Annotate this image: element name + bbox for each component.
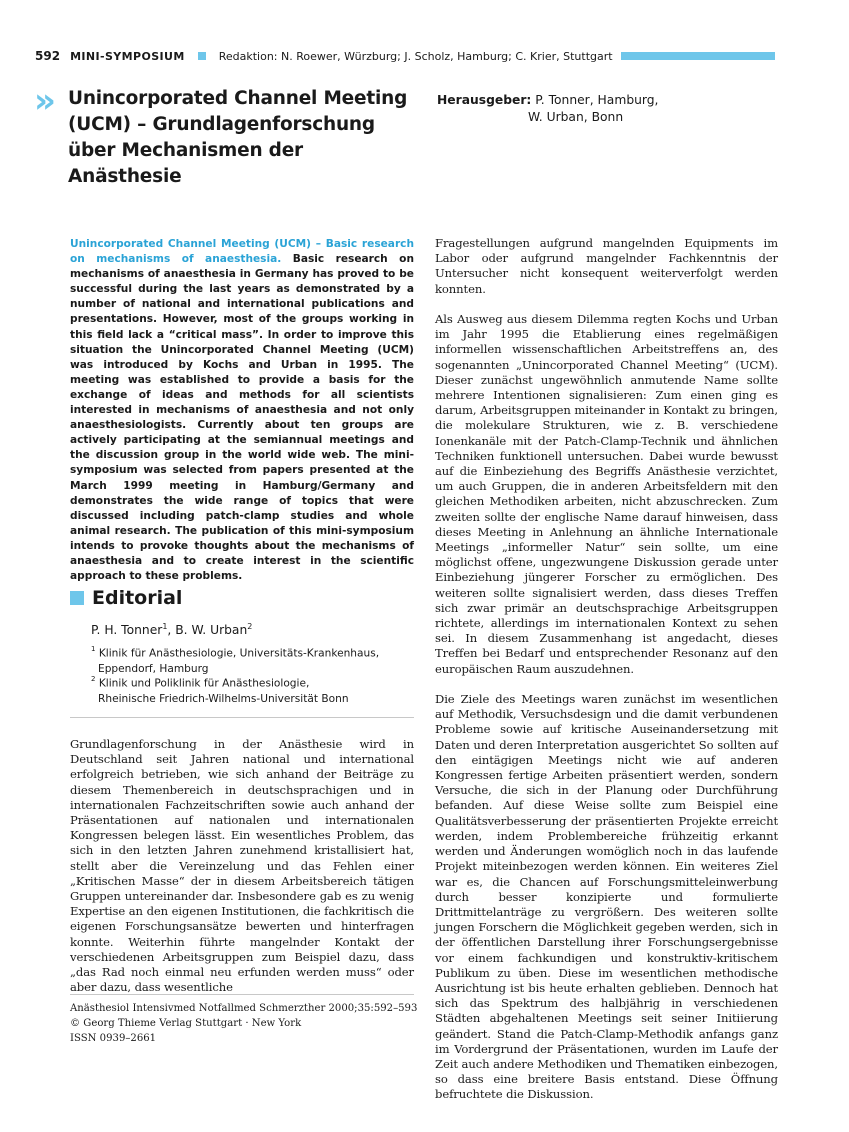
chevron-icon: » [34, 81, 50, 121]
abstract-text: Basic research on mechanisms of anaesthesia in Germany has proved to be successful during the last years as demonstrated by a number of national and international publications and presentations. However, most of the groups working in this field lack a “critical mass”. In order to improve this situation the Unincorporated Channel Meeting (UCM) was introduced by Kochs and Urban in 1995. The meeting was established to provide a basis for the exchange of ideas and methods for all scientists interested in mechanisms of anaesthesia and not only anaesthesiologists. Currently about ten groups are actively participating at the semiannual meetings and the discussion group in the world wide web. The mini-symposium was selected from papers presented at the March 1999 meeting in Hamburg/Germany and demonstrates the wide range of topics that were discussed including patch-clamp studies and whole animal research. The publication of this mini-symposium intends to provoke thoughts about the mechanisms of anaesthesia and to create interest in the scientific approach to these problems. [70, 253, 414, 583]
authors-line: P. H. Tonner$^1$, B. W. Urban$^2$ [91, 622, 253, 638]
author-1: P. H. Tonner [91, 623, 163, 638]
editorial-title: Editorial [92, 587, 183, 609]
header-accent-bar [621, 52, 775, 60]
body-text-right [435, 236, 778, 1118]
citation-line-3: ISSN 0939–2661 [70, 1033, 157, 1044]
citation-line-1: Anästhesiol Intensivmed Notfallmed Schmerzther 2000;35:592–593 [70, 1003, 418, 1014]
heading-square-marker [70, 591, 84, 605]
abstract-highlight: Unincorporated Channel Meeting (UCM) – Basic research on mechanisms of anaesthesia. [70, 238, 414, 266]
affiliation-2 [91, 673, 421, 707]
editors-block [437, 92, 658, 126]
footer-divider [70, 994, 414, 995]
citation-line-2: © Georg Thieme Verlag Stuttgart · New York [70, 1018, 302, 1029]
header-square-marker [198, 52, 206, 60]
running-header [35, 47, 613, 65]
affil-2-line-2: Rheinische Friedrich-Wilhelms-Universität Bonn [98, 692, 349, 705]
editors-label: Herausgeber: [437, 93, 532, 107]
author-2: B. W. Urban [175, 623, 248, 638]
editor-line-2: W. Urban, Bonn [528, 110, 624, 124]
affil-1-sup: 1 [91, 645, 96, 653]
affil-1-line-1: Klinik für Anästhesiologie, Universitäts-Krankenhaus, [98, 647, 380, 660]
affil-1-line-2: Eppendorf, Hamburg [98, 662, 209, 675]
affil-2-sup: 2 [91, 675, 96, 683]
body-text-left: Grundlagenforschung in der Anästhesie wird in Deutschland seit Jahren national und international erfolgreich betrieben, wie sich anhand der Beiträge zu diesem Themenbereich in deutschsprachigen und in internationalen Fachzeitschriften sowie auch anhand der Präsentationen auf nationalen und internationalen Kongressen belegen lässt. Ein wesentliches Problem, das sich in den letzten Jahren zunehmend kristallisiert hat, stellt aber die Vereinzelung und das Fehlen einer „Kritischen Masse“ der in diesem Arbeitsbereich tätigen Gruppen untereinander dar. Insbesondere gab es zu wenig Expertise an den eigenen Institutionen, die fachkritisch die eigenen Forschungsansätze bewerten und hinterfragen konnte. Weiterhin führte mangelnder Kontakt der verschiedenen Arbeitsgruppen zum Beispiel dazu, dass „das Rad noch einmal neu erfunden werden muss“ oder aber dazu, dass wesentliche [70, 737, 414, 995]
author-1-sup: 1 [162, 622, 168, 631]
editor-line-1: P. Tonner, Hamburg, [535, 93, 659, 107]
header-editors-line: Redaktion: N. Roewer, Würzburg; J. Scholz, Hamburg; C. Krier, Stuttgart [218, 49, 613, 63]
affiliation-1 [91, 643, 421, 677]
author-2-sup: 2 [247, 622, 253, 631]
paragraph: Fragestellungen aufgrund mangelnden Equipments im Labor oder aufgrund mangelnder Fachkenntnis der Untersucher nicht konsequent weiterverfolgt werden konnten. [435, 236, 778, 296]
affil-2-line-1: Klinik und Poliklinik für Anästhesiologie, [98, 677, 310, 690]
page-number: 592 [35, 49, 61, 63]
abstract [70, 237, 414, 584]
section-divider [70, 717, 414, 718]
paragraph: Als Ausweg aus diesem Dilemma regten Kochs und Urban im Jahr 1995 die Etablierung eines regelmäßigen informellen wissenschaftlichen Arbeitstreffens an, des sogenannten „Unincorporated Channel Meeting“ (UCM). Dieser zunächst ungewöhnlich anmutende Name sollte mehrere Intentionen signalisieren: Zum einen ging es darum, Arbeitsgruppen miteinander in Kontakt zu bringen, die molekulare Strukturen, wie z. B. verschiedene Ionenkanäle mit der Patch-Clamp-Technik und ähnlichen Techniken funktionell untersuchen. Dabei wurde bewusst auf die Einbeziehung des Begriffs Anästhesie verzichtet, um auch Gruppen, die in anderen Arbeitsfeldern mit den gleichen Methodiken arbeiten, nicht abzuschrecken. Zum zweiten sollte der englische Name darauf hinweisen, dass dieses Meeting in Anlehnung an ähnliche Internationale Meetings „informeller Natur“ sein sollte, um eine möglichst offene, ungezwungene Diskussion gerade unter Einbeziehung jüngerer Forscher zu ermöglichen. Des weiteren sollte signalisiert werden, dass dieses Treffen sich zwar primär an deutschsprachige Arbeitsgruppen richtete, allerdings im internationalen Kontext zu sehen sei. In diesem Zusammenhang ist angedacht, dieses Treffen bei Bedarf und entsprechender Resonanz auf den europäischen Raum auszudehnen. [435, 312, 778, 676]
paragraph: Die Ziele des Meetings waren zunächst im wesentlichen auf Methodik, Versuchsdesign und die damit verbundenen Probleme sowie auf kritische Auseinandersetzung mit Daten und deren Interpretation ausgerichtet So sollten auf den eintägigen Meetings nicht wie auf anderen Kongressen fertige Arbeiten präsentiert werden, sondern Versuche, die sich in der Planung oder Durchführung befanden. Auf diese Weise sollte zum Beispiel eine Qualitätsverbesserung der präsentierten Projekte erreicht werden, indem Problembereiche frühzeitig erkannt werden und Änderungen womöglich noch in das laufende Projekt miteinbezogen werden können. Ein weiteres Ziel war es, die Chancen auf Forschungsmitteleinwerbung durch besser konzipierte und formulierte Drittmittelanträge zu vergrößern. Des weiteren sollte jungen Forschern die Möglichkeit gegeben werden, sich in der öffentlichen Darstellung ihrer Forschungsergebnisse vor einem fachkundigen und konstruktiv-kritischem Publikum zu üben. Diese im wesentlichen methodische Ausrichtung ist bis heute erhalten geblieben. Dennoch hat sich das Spektrum des halbjährig in verschiedenen Städten abgehaltenen Meetings seit seiner Initiierung geändert. Stand die Patch-Clamp-Methodik anfangs ganz im Vordergrund der Präsentationen, wurden im Laufe der Zeit auch andere Methodiken und Thematiken einbezogen, so dass eine breitere Basis entstand. Diese Öffnung befruchtete die Diskussion. [435, 692, 778, 1102]
article-title: Unincorporated Channel Meeting (UCM) – Grundlagenforschung über Mechanismen der Anästhesie [68, 88, 408, 187]
editorial-heading [70, 587, 182, 609]
section-label: MINI-SYMPOSIUM [70, 49, 185, 63]
